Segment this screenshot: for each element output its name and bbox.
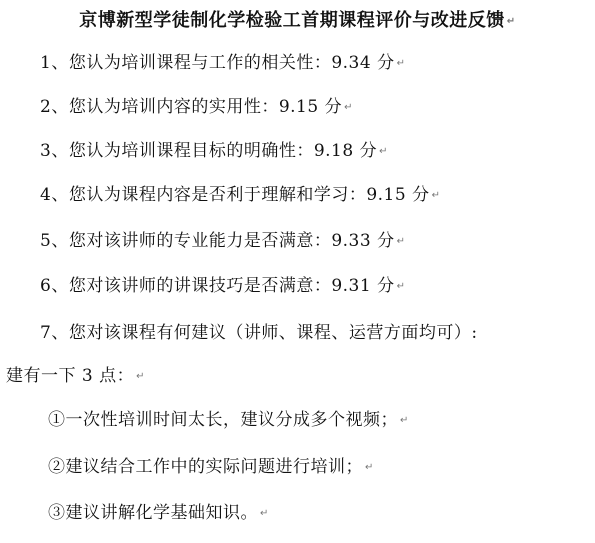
- paragraph-mark-icon: ↵: [396, 236, 406, 247]
- paragraph-mark-icon: ↵: [344, 102, 353, 113]
- suggestion-question: 7、您对该课程有何建议（讲师、课程、运营方面均可）:: [40, 323, 478, 343]
- evaluation-item: 4、您认为课程内容是否利于理解和学习：9.15 分 ↵: [40, 185, 441, 205]
- evaluation-item: 1、您认为培训课程与工作的相关性：9.34 分 ↵: [40, 53, 406, 73]
- suggestion-item: ①一次性培训时间太长，建议分成多个视频； ↵: [48, 410, 409, 430]
- paragraph-mark-icon: ↵: [431, 190, 441, 201]
- evaluation-item: 3、您认为培训课程目标的明确性：9.18 分 ↵: [40, 141, 388, 161]
- evaluation-item: 2、您认为培训内容的实用性：9.15 分 ↵: [40, 97, 353, 117]
- paragraph-mark-icon: ↵: [136, 371, 146, 382]
- evaluation-item: 5、您对该讲师的专业能力是否满意：9.33 分 ↵: [40, 231, 406, 251]
- paragraph-mark-icon: ↵: [365, 462, 374, 473]
- document-title: 京博新型学徒制化学检验工首期课程评价与改进反馈 ↵: [79, 10, 516, 31]
- suggestion-intro: 建有一下 3 点： ↵: [6, 366, 146, 386]
- evaluation-item: 6、您对该讲师的讲课技巧是否满意：9.31 分 ↵: [40, 276, 406, 296]
- paragraph-mark-icon: ↵: [379, 146, 388, 157]
- paragraph-mark-icon: ↵: [400, 415, 409, 426]
- paragraph-mark-icon: ↵: [396, 281, 406, 292]
- suggestion-item: ②建议结合工作中的实际问题进行培训； ↵: [48, 457, 374, 477]
- paragraph-mark-icon: ↵: [506, 15, 516, 27]
- suggestion-item: ③建议讲解化学基础知识。 ↵: [48, 503, 269, 523]
- paragraph-mark-icon: ↵: [260, 508, 269, 519]
- paragraph-mark-icon: ↵: [396, 58, 406, 69]
